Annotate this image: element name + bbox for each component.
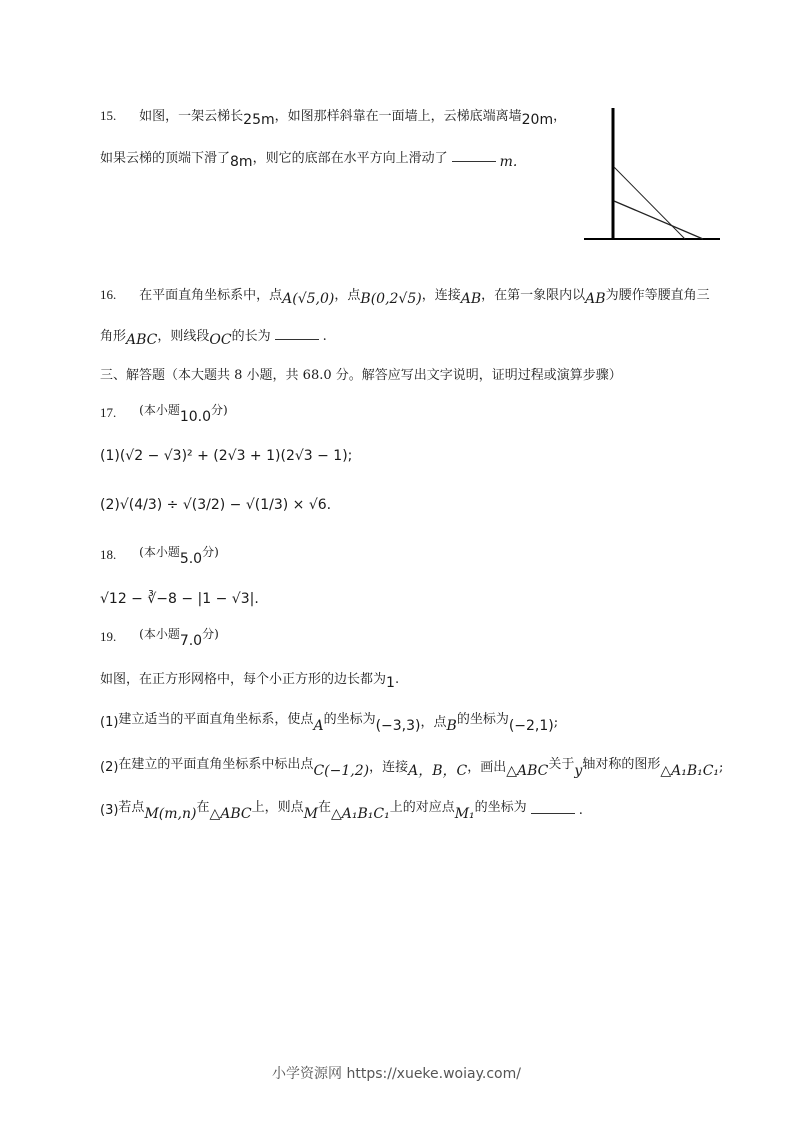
grid-side-length: 1	[386, 675, 395, 691]
point-m: M	[303, 806, 318, 822]
q19-part2	[100, 757, 723, 778]
q18-score: 5.0	[179, 551, 203, 567]
q15-line1	[100, 106, 566, 127]
q19-text: 的坐标为	[474, 800, 527, 815]
slide-distance: 8m	[230, 154, 253, 170]
q16-text: 为腰作等腰直角三	[605, 288, 710, 303]
points-abc: A，B，C	[408, 763, 468, 779]
q19-text: 若点	[118, 800, 145, 815]
q19-text: 建立适当的平面直角坐标系，使点	[118, 712, 314, 727]
point-c: C(−1,2)	[313, 763, 370, 779]
answer-blank	[531, 801, 575, 814]
q16-line1	[100, 285, 710, 306]
q19-part3	[100, 800, 583, 821]
point-b-coord: (−2,1)	[508, 718, 554, 734]
q17-part2: (2)√(4/3) ÷ √(3/2) − √(1/3) × √6.	[100, 497, 332, 513]
q16-text: .	[322, 329, 327, 344]
point-a: A(√5,0)	[282, 291, 335, 307]
triangle-a1b1c1: △A₁B₁C₁	[330, 806, 390, 822]
q16-text: ，连接	[421, 288, 461, 303]
q19-text: ;	[719, 760, 724, 775]
q16-text: ，点	[334, 288, 361, 303]
point-m1: M₁	[454, 806, 475, 822]
q19-text: .	[578, 803, 583, 818]
triangle-abc: △ABC	[209, 806, 252, 822]
answer-blank	[275, 327, 319, 340]
point-a-coord: (−3,3)	[375, 718, 421, 734]
q19-text: 如图，在正方形网格中，每个小正方形的边长都为	[100, 672, 387, 687]
base-distance: 20m	[521, 112, 554, 128]
q18-header	[100, 545, 219, 566]
section-heading: 三、解答题（本大题共 8 小题，共 68.0 分。解答应写出文字说明，证明过程或演算步骤）	[100, 368, 622, 383]
part-number: (3)	[100, 803, 119, 818]
q17-header	[100, 403, 228, 424]
q19-text: 关于	[548, 757, 575, 772]
q15-text: ，如图那样斜靠在一面墙上，云梯底端离墙	[274, 109, 522, 124]
q18-number: 18.	[100, 547, 117, 562]
ladder-wall-figure	[580, 100, 730, 250]
q16-text: ，在第一象限内以	[481, 288, 586, 303]
answer-blank	[452, 149, 496, 162]
q17-score: 10.0	[179, 409, 211, 425]
q19-text: 在建立的平面直角坐标系中标出点	[118, 757, 314, 772]
q15-text: 如果云梯的顶端下滑了	[100, 151, 231, 166]
q19-text: .	[394, 672, 400, 687]
q19-text: 在	[196, 800, 210, 815]
q19-text: ，点	[420, 715, 447, 730]
score-label: 分)	[211, 403, 228, 417]
q15-text: ，	[553, 109, 567, 124]
q19-intro	[100, 669, 399, 690]
q19-number: 19.	[100, 629, 117, 644]
q15-number: 15.	[100, 108, 117, 123]
q19-text: 上，则点	[251, 800, 304, 815]
score-label: (本小题	[139, 545, 180, 559]
q19-text: 上的对应点	[389, 800, 455, 815]
triangle-abc: ABC	[126, 332, 158, 348]
q16-number: 16.	[100, 287, 117, 302]
q19-text: ，连接	[369, 760, 409, 775]
segment-ab: AB	[460, 291, 482, 307]
q17-number: 17.	[100, 405, 117, 420]
q19-text: ;	[553, 715, 559, 730]
score-label: (本小题	[139, 627, 180, 641]
score-label: 分)	[202, 545, 219, 559]
q19-part1	[100, 712, 558, 733]
ladder-after-line	[614, 201, 703, 239]
q19-text: 的坐标为	[456, 712, 509, 727]
q15-text: ，则它的底部在水平方向上滑动了	[252, 151, 448, 166]
score-label: 分)	[202, 627, 219, 641]
q16-line2	[100, 326, 327, 347]
q19-score: 7.0	[179, 633, 203, 649]
q19-text: 在	[317, 800, 331, 815]
q18-expression: √12 − ∛−8 − |1 − √3|.	[100, 591, 259, 607]
segment-oc: OC	[209, 332, 232, 348]
part-number: (1)	[100, 715, 119, 730]
q19-text: 轴对称的图形	[582, 757, 661, 772]
point-a: A	[313, 718, 324, 734]
y-axis: y	[574, 763, 583, 779]
q16-text: 角形	[100, 329, 127, 344]
point-m: M(m,n)	[144, 806, 197, 822]
ladder-before-line	[614, 167, 685, 239]
footer-watermark: 小学资源网 https://xueke.woiay.com/	[272, 1066, 521, 1082]
q16-text: 的长为	[231, 329, 271, 344]
triangle-a1b1c1: △A₁B₁C₁	[660, 763, 720, 779]
score-label: (本小题	[139, 403, 180, 417]
point-b: B	[446, 718, 457, 734]
q15-line2	[100, 148, 517, 169]
unit: m.	[499, 154, 518, 170]
q19-text: 的坐标为	[323, 712, 376, 727]
point-b: B(0,2√5)	[360, 291, 422, 307]
q17-part1: (1)(√2 − √3)² + (2√3 + 1)(2√3 − 1);	[100, 448, 353, 464]
q19-header	[100, 627, 219, 648]
part-number: (2)	[100, 760, 119, 775]
q15-text: 如图，一架云梯长	[139, 109, 244, 124]
triangle-abc: △ABC	[506, 763, 549, 779]
ladder-length: 25m	[243, 112, 275, 128]
q19-text: ，画出	[467, 760, 507, 775]
segment-ab: AB	[585, 291, 606, 307]
q16-text: 在平面直角坐标系中，点	[139, 288, 283, 303]
q16-text: ，则线段	[157, 329, 210, 344]
